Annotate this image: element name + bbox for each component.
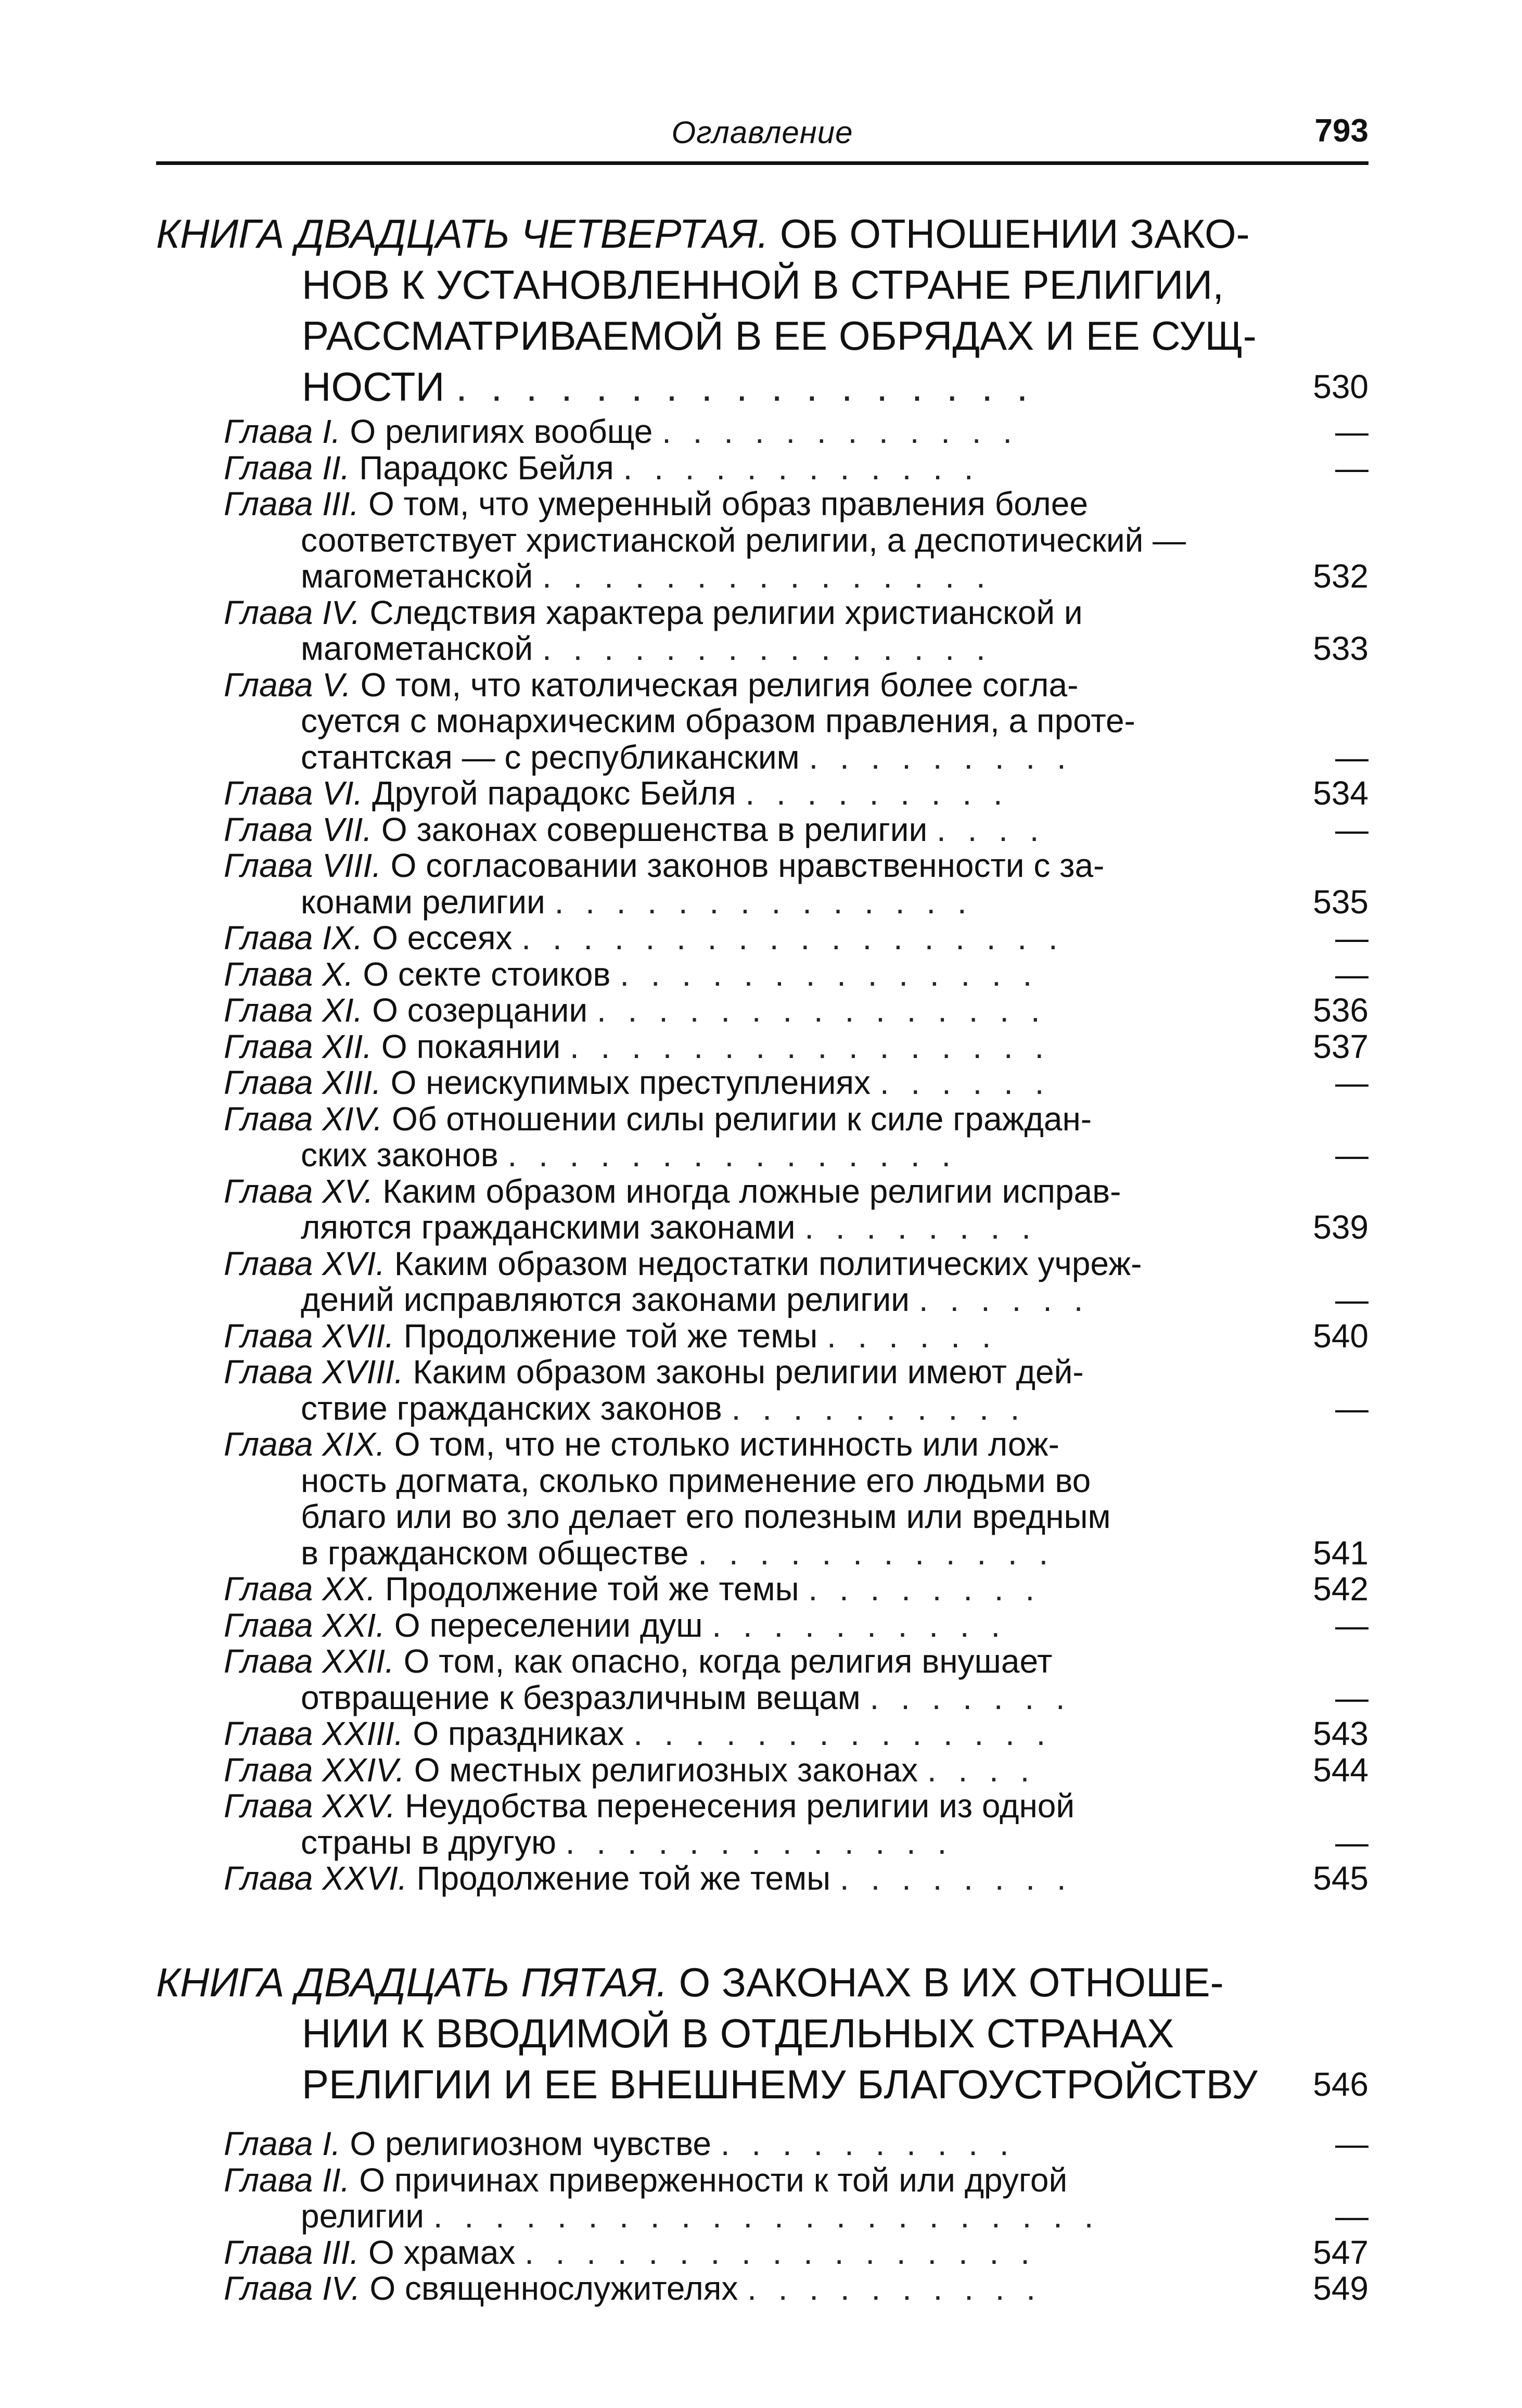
book-25-chapter-list xyxy=(224,2126,1368,2307)
book-24-title-part: НОСТИ xyxy=(302,364,445,410)
dot-leader: . . . . . . . . . . . . . . . xyxy=(542,630,992,667)
dot-leader: . . . . . . . . . . . . . . . xyxy=(596,991,1046,1029)
book-24-title-part: НОВ К УСТАНОВЛЕННОЙ В СТРАНЕ РЕЛИГИИ, xyxy=(302,262,1224,308)
chapter-title-text: Каким образом законы религии имеют дей- xyxy=(413,1353,1084,1391)
chapter-line xyxy=(224,450,1368,487)
chapter-title-text: благо или во зло делает его полезным или вредным xyxy=(301,1498,1111,1535)
chapter-label: Глава XXV. xyxy=(224,1787,396,1825)
chapter-label: Глава XXI. xyxy=(224,1606,385,1644)
book-25-heading xyxy=(156,1957,1368,2110)
chapter-entry xyxy=(224,1716,1368,1752)
chapter-label: Глава XX. xyxy=(224,1570,376,1608)
dot-leader: . . . . . . . . . . . . . . xyxy=(633,1715,1052,1752)
dot-leader: . . . . . . . . . . xyxy=(720,2125,1015,2162)
chapter-line xyxy=(224,1354,1368,1391)
chapter-title-text: О покаянии xyxy=(381,1027,561,1065)
chapter-page-number: — xyxy=(1335,1281,1368,1318)
chapter-title-text: О переселении душ xyxy=(394,1606,703,1644)
chapter-line xyxy=(224,992,1368,1029)
dot-leader: . . . . . . . . . . . . . . . . xyxy=(569,1027,1051,1065)
chapter-entry xyxy=(224,2162,1368,2235)
chapter-entry xyxy=(224,1426,1368,1571)
dot-leader: . . . . . . . . . . . . . . xyxy=(554,883,973,921)
chapter-title-text: магометанской xyxy=(301,557,533,595)
book-25-line-2 xyxy=(156,2008,1368,2059)
dot-leader: . . . . . . xyxy=(918,1281,1090,1318)
chapter-entry xyxy=(224,957,1368,993)
chapter-line xyxy=(224,1029,1368,1065)
chapter-title-text: О законах совершенства в религии xyxy=(381,810,928,848)
chapter-entry xyxy=(224,1174,1368,1246)
dot-leader: . . . . . . . . . . . . xyxy=(698,1534,1055,1572)
chapter-page-number: 539 xyxy=(1313,1208,1368,1246)
book-25-label: КНИГА ДВАДЦАТЬ ПЯТАЯ. xyxy=(156,1959,668,2005)
dot-leader: . . . . . . . . . . xyxy=(731,1389,1026,1427)
chapter-page-number: 547 xyxy=(1313,2233,1368,2271)
book-25-title-part: РЕЛИГИИ И ЕЕ ВНЕШНЕМУ БЛАГОУСТРОЙСТВУ xyxy=(302,2061,1258,2107)
chapter-title-text: суется с монархическим образом правления, а проте- xyxy=(301,702,1135,740)
chapter-title-text: О местных религиозных законах xyxy=(414,1751,918,1789)
chapter-entry xyxy=(224,2126,1368,2162)
chapter-page-number: — xyxy=(1335,738,1368,776)
chapter-page-number: 532 xyxy=(1313,557,1368,595)
chapter-label: Глава XXIV. xyxy=(224,1751,405,1789)
chapter-title-text: О том, как опасно, когда религия внушает xyxy=(403,1642,1053,1680)
chapter-line xyxy=(224,740,1368,776)
book-24-line-3 xyxy=(156,310,1368,361)
chapter-page-number: 544 xyxy=(1313,1751,1368,1789)
chapter-page-number: — xyxy=(1335,1678,1368,1716)
chapter-label: Глава I. xyxy=(224,2125,341,2162)
chapter-title-text: Продолжение той же темы xyxy=(385,1570,799,1608)
chapter-line xyxy=(224,2126,1368,2162)
chapter-page-number: 542 xyxy=(1313,1570,1368,1608)
chapter-entry xyxy=(224,920,1368,957)
chapter-page-number: 541 xyxy=(1313,1534,1368,1572)
chapter-label: Глава XIX. xyxy=(224,1425,385,1463)
chapter-label: Глава XXVI. xyxy=(224,1859,407,1897)
chapter-line xyxy=(224,812,1368,848)
chapter-line xyxy=(224,1391,1368,1427)
dot-leader: . . . . . . . . . . . . xyxy=(623,449,980,487)
chapter-entry xyxy=(224,450,1368,487)
header-page-number: 793 xyxy=(1314,113,1368,149)
book-24-page: 530 xyxy=(1313,368,1368,405)
chapter-line xyxy=(224,1861,1368,1897)
chapter-title-text: ность догмата, сколько применение его людьми во xyxy=(301,1461,1091,1499)
chapter-line xyxy=(224,486,1368,523)
chapter-line xyxy=(224,1825,1368,1861)
dot-leader: . . . . . . . . . . . . . . . . . xyxy=(525,2233,1036,2271)
chapter-label: Глава XXII. xyxy=(224,1642,394,1680)
dot-leader: . . . . . . . . . . . . xyxy=(662,413,1019,450)
chapter-line xyxy=(224,1426,1368,1463)
running-header xyxy=(156,114,1368,161)
dot-leader: . . . . . . . . . . . . . xyxy=(565,1823,953,1861)
chapter-title-text: Парадокс Бейля xyxy=(359,449,614,487)
header-title: Оглавление xyxy=(671,115,853,150)
chapter-line xyxy=(224,1643,1368,1680)
chapter-line xyxy=(224,558,1368,595)
chapter-label: Глава III. xyxy=(224,2233,360,2271)
book-24-line-4 xyxy=(156,361,1368,412)
chapter-title-text: соответствует христианской религии, а деспотический — xyxy=(301,521,1186,559)
chapter-label: Глава IV. xyxy=(224,593,361,631)
chapter-entry xyxy=(224,2271,1368,2307)
chapter-title-text: Каким образом иногда ложные религии исправ- xyxy=(382,1172,1121,1210)
chapter-title-text: Другой парадокс Бейля xyxy=(372,774,736,812)
chapter-entry xyxy=(224,1788,1368,1861)
chapter-line xyxy=(224,1788,1368,1825)
chapter-title-text: магометанской xyxy=(301,630,533,667)
book-25-page: 546 xyxy=(1313,2066,1368,2103)
chapter-entry xyxy=(224,1571,1368,1608)
chapter-title-text: О том, что католическая религия более согла- xyxy=(360,666,1079,704)
dot-leader: . . . . . . . . . . . . . . . . . xyxy=(456,364,1034,410)
chapter-page-number: — xyxy=(1335,1389,1368,1427)
dot-leader: . . . . . . . . . . . . . . . xyxy=(542,557,992,595)
chapter-title-text: О священнослужителях xyxy=(369,2270,738,2307)
chapter-label: Глава II. xyxy=(224,2161,350,2199)
chapter-page-number: — xyxy=(1335,413,1368,450)
chapter-title-text: Каким образом недостатки политических учреж- xyxy=(394,1244,1142,1282)
dot-leader: . . . . . . . . . . xyxy=(747,2270,1042,2307)
chapter-title-text: О том, что не столько истинность или лож- xyxy=(394,1425,1059,1463)
chapter-line xyxy=(224,1101,1368,1138)
chapter-line xyxy=(224,957,1368,993)
chapter-entry xyxy=(224,1029,1368,1065)
chapter-title-text: в гражданском обществе xyxy=(301,1534,689,1572)
chapter-page-number: — xyxy=(1335,955,1368,993)
chapter-label: Глава XIII. xyxy=(224,1064,381,1101)
chapter-title-text: О созерцании xyxy=(372,991,588,1029)
chapter-line xyxy=(224,595,1368,631)
chapter-entry xyxy=(224,775,1368,812)
chapter-label: Глава XI. xyxy=(224,991,363,1029)
chapter-page-number: — xyxy=(1335,1136,1368,1174)
dot-leader: . . . . . . . . . xyxy=(809,738,1072,776)
chapter-label: Глава VII. xyxy=(224,810,373,848)
chapter-page-number: — xyxy=(1335,1064,1368,1101)
chapter-title-text: отвращение к безразличным вещам xyxy=(301,1678,861,1716)
chapter-line xyxy=(224,1680,1368,1716)
chapter-entry xyxy=(224,992,1368,1029)
chapter-label: Глава IV. xyxy=(224,2270,361,2307)
chapter-page-number: 545 xyxy=(1313,1859,1368,1897)
chapter-line xyxy=(224,1716,1368,1752)
chapter-line xyxy=(224,1463,1368,1499)
chapter-title-text: дений исправляются законами религии xyxy=(301,1281,910,1318)
chapter-page-number: — xyxy=(1335,449,1368,487)
chapter-page-number: — xyxy=(1335,810,1368,848)
chapter-line xyxy=(224,2162,1368,2199)
book-24-label: КНИГА ДВАДЦАТЬ ЧЕТВЕРТАЯ. xyxy=(156,211,769,257)
dot-leader: . . . . . . . . xyxy=(804,1208,1037,1246)
chapter-page-number: — xyxy=(1335,2197,1368,2235)
chapter-entry xyxy=(224,812,1368,848)
dot-leader: . . . . xyxy=(937,810,1045,848)
chapter-entry xyxy=(224,1318,1368,1355)
dot-leader: . . . . . . . xyxy=(869,1678,1071,1716)
chapter-label: Глава VIII. xyxy=(224,847,381,884)
chapter-page-number: 536 xyxy=(1313,991,1368,1029)
chapter-line xyxy=(224,1282,1368,1318)
chapter-title-text: О неискупимых преступлениях xyxy=(390,1064,871,1101)
chapter-page-number: — xyxy=(1335,2125,1368,2162)
dot-leader: . . . . xyxy=(927,1751,1036,1789)
chapter-title-text: страны в другую xyxy=(301,1823,556,1861)
chapter-entry xyxy=(224,1752,1368,1789)
chapter-title-text: О религиозном чувстве xyxy=(350,2125,711,2162)
dot-leader: . . . . . . . . . . . . . . xyxy=(620,955,1039,993)
chapter-entry xyxy=(224,414,1368,450)
chapter-line xyxy=(224,631,1368,667)
chapter-label: Глава IX. xyxy=(224,919,363,957)
dot-leader: . . . . . . . . . xyxy=(745,774,1009,812)
chapter-title-text: О секте стоиков xyxy=(363,955,611,993)
chapter-line xyxy=(224,414,1368,450)
chapter-title-text: Продолжение той же темы xyxy=(416,1859,831,1897)
chapter-title-text: Об отношении силы религии к силе граждан- xyxy=(392,1100,1092,1138)
chapter-title-text: О храмах xyxy=(368,2233,516,2271)
chapter-title-text: О согласовании законов нравственности с за- xyxy=(390,847,1105,884)
dot-leader: . . . . . . . . xyxy=(839,1859,1072,1897)
chapter-entry xyxy=(224,1861,1368,1897)
dot-leader: . . . . . . . . . . . . . . . xyxy=(507,1136,957,1174)
dot-leader: . . . . . . . . . . xyxy=(712,1606,1007,1644)
chapter-page-number: 537 xyxy=(1313,1027,1368,1065)
chapter-label: Глава III. xyxy=(224,485,360,523)
chapter-line xyxy=(224,920,1368,957)
chapter-label: Глава XVII. xyxy=(224,1317,394,1355)
chapter-line xyxy=(224,884,1368,921)
book-24-title-part: ОБ ОТНОШЕНИИ ЗАКО- xyxy=(779,211,1250,257)
chapter-label: Глава XV. xyxy=(224,1172,374,1210)
chapter-label: Глава XXIII. xyxy=(224,1715,404,1752)
chapter-label: Глава XVI. xyxy=(224,1244,385,1282)
chapter-page-number: — xyxy=(1335,1606,1368,1644)
chapter-title-text: О том, что умеренный образ правления более xyxy=(368,485,1088,523)
chapter-title-text: Следствия характера религии христианской и xyxy=(369,593,1083,631)
chapter-line xyxy=(224,1209,1368,1246)
book-24-line-1 xyxy=(156,208,1368,259)
chapter-page-number: 533 xyxy=(1313,630,1368,667)
chapter-title-text: религии xyxy=(301,2197,424,2235)
chapter-line xyxy=(224,1752,1368,1789)
chapter-entry xyxy=(224,1101,1368,1174)
dot-leader: . . . . . . . . . . . . . . . . . . . . . . xyxy=(433,2197,1100,2235)
book-25-title-part: НИИ К ВВОДИМОЙ В ОТДЕЛЬНЫХ СТРАНАХ xyxy=(302,2010,1174,2056)
book-24-heading xyxy=(156,208,1368,412)
chapter-line xyxy=(224,848,1368,884)
chapter-label: Глава X. xyxy=(224,955,354,993)
chapter-page-number: 549 xyxy=(1313,2270,1368,2307)
chapter-label: Глава XII. xyxy=(224,1027,373,1065)
chapter-entry xyxy=(224,848,1368,920)
chapter-entry xyxy=(224,1065,1368,1101)
chapter-entry xyxy=(224,486,1368,595)
chapter-title-text: О ессеях xyxy=(372,919,513,957)
chapter-title-text: стантская — с республиканским xyxy=(301,738,800,776)
dot-leader: . . . . . . . . xyxy=(808,1570,1041,1608)
chapter-line xyxy=(224,2235,1368,2271)
chapter-line xyxy=(224,1137,1368,1174)
chapter-page-number: 540 xyxy=(1313,1317,1368,1355)
chapter-line xyxy=(224,1318,1368,1355)
chapter-title-text: Продолжение той же темы xyxy=(403,1317,818,1355)
chapter-entry xyxy=(224,595,1368,667)
chapter-line xyxy=(224,1571,1368,1608)
chapter-title-text: О религиях вообще xyxy=(350,413,653,450)
book-25-line-3 xyxy=(156,2059,1368,2110)
chapter-entry xyxy=(224,667,1368,776)
chapter-line xyxy=(224,703,1368,740)
chapter-title-text: ствие гражданских законов xyxy=(301,1389,722,1427)
chapter-label: Глава I. xyxy=(224,413,341,450)
chapter-page-number: — xyxy=(1335,1823,1368,1861)
chapter-title-text: конами религии xyxy=(301,883,545,921)
dot-leader: . . . . . . . . . . . . . . . . . . xyxy=(521,919,1064,957)
chapter-title-text: ляются гражданскими законами xyxy=(301,1208,796,1246)
chapter-title-text: ских законов xyxy=(301,1136,498,1174)
chapter-entry xyxy=(224,1246,1368,1318)
chapter-line xyxy=(224,523,1368,559)
chapter-line xyxy=(224,1065,1368,1101)
chapter-line xyxy=(224,1246,1368,1282)
chapter-page-number: — xyxy=(1335,919,1368,957)
chapter-title-text: О причинах приверженности к той или другой xyxy=(359,2161,1068,2199)
dot-leader: . . . . . . xyxy=(879,1064,1051,1101)
chapter-label: Глава XVIII. xyxy=(224,1353,404,1391)
chapter-entry xyxy=(224,1643,1368,1716)
chapter-line xyxy=(224,1499,1368,1535)
chapter-entry xyxy=(224,2235,1368,2271)
chapter-label: Глава II. xyxy=(224,449,350,487)
chapter-page-number: 543 xyxy=(1313,1715,1368,1752)
chapter-entry xyxy=(224,1354,1368,1426)
chapter-line xyxy=(224,1174,1368,1210)
chapter-page-number: 534 xyxy=(1313,774,1368,812)
chapter-line xyxy=(224,1608,1368,1644)
chapter-label: Глава XIV. xyxy=(224,1100,383,1138)
chapter-page-number: 535 xyxy=(1313,883,1368,921)
chapter-line xyxy=(224,2198,1368,2235)
book-24-line-2 xyxy=(156,259,1368,310)
book-24-title-part: РАССМАТРИВАЕМОЙ В ЕЕ ОБРЯДАХ И ЕЕ СУЩ- xyxy=(302,313,1257,359)
chapter-entry xyxy=(224,1608,1368,1644)
header-rule xyxy=(156,161,1368,165)
chapter-line xyxy=(224,1535,1368,1572)
book-25-line-1 xyxy=(156,1957,1368,2008)
dot-leader: . . . . . . xyxy=(826,1317,997,1355)
chapter-line xyxy=(224,667,1368,704)
chapter-title-text: О праздниках xyxy=(413,1715,624,1752)
chapter-label: Глава V. xyxy=(224,666,351,704)
book-25-title-part: О ЗАКОНАХ В ИХ ОТНОШЕ- xyxy=(679,1959,1224,2005)
chapter-line xyxy=(224,775,1368,812)
chapter-title-text: Неудобства перенесения религии из одной xyxy=(404,1787,1075,1825)
book-24-chapter-list xyxy=(224,414,1368,1897)
chapter-line xyxy=(224,2271,1368,2307)
chapter-label: Глава VI. xyxy=(224,774,363,812)
